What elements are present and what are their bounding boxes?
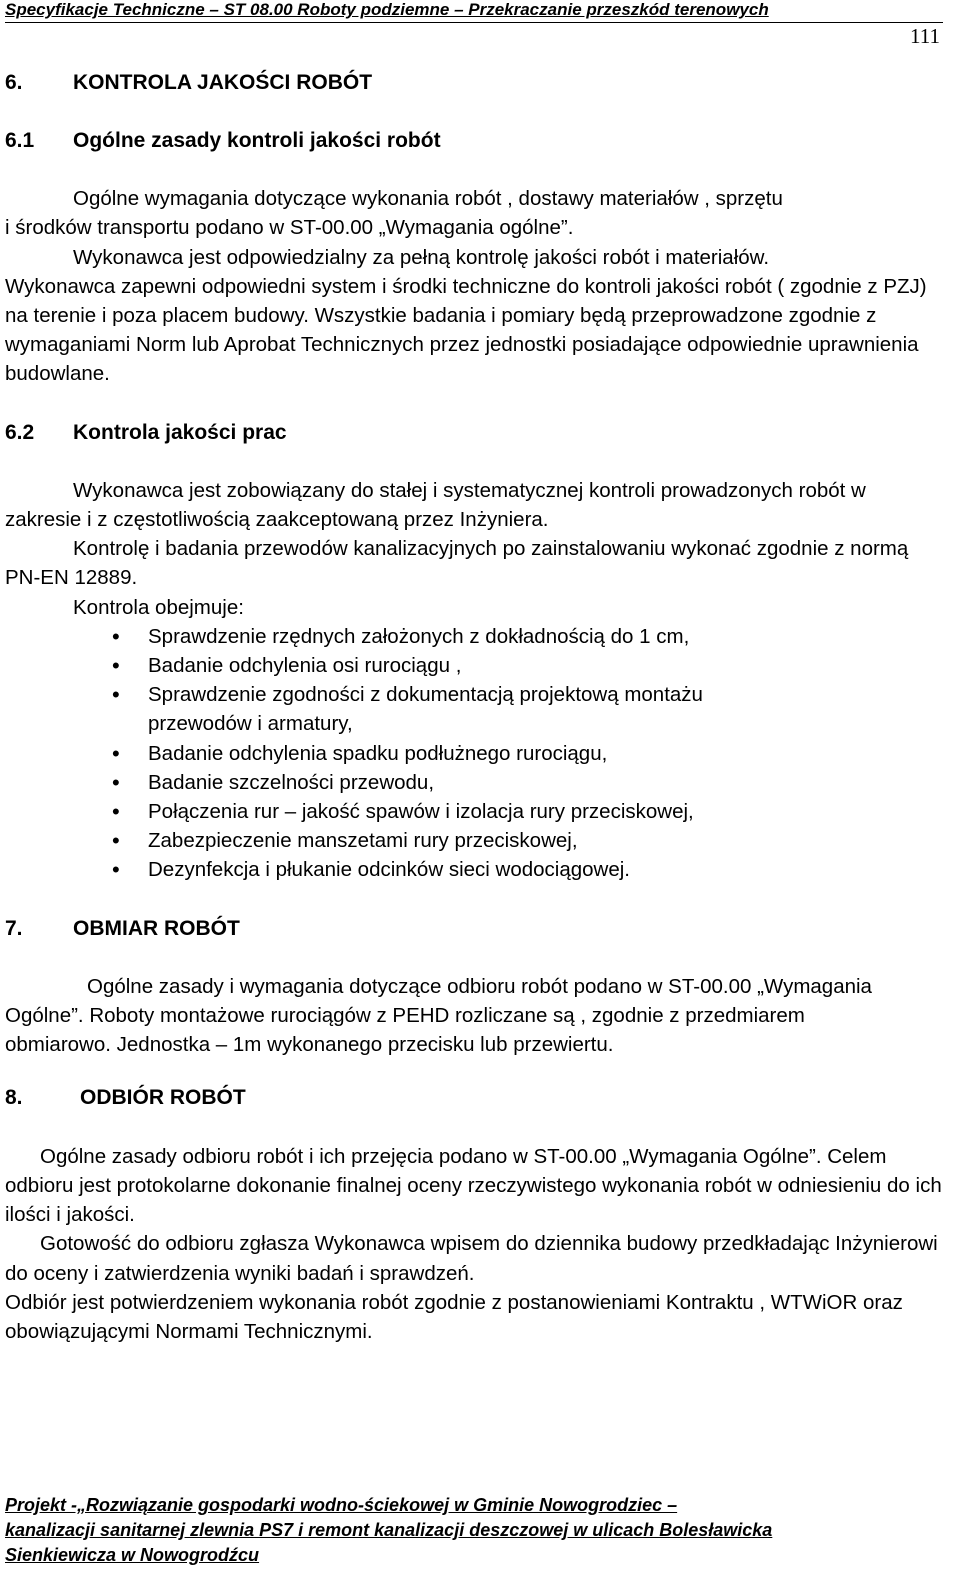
subsection-6-2-heading (5, 418, 943, 447)
paragraph: Kontrolę i badania przewodów kanalizacyjnych po zainstalowaniu wykonać zgodnie z normą PN-EN 12889. (5, 537, 909, 590)
running-header (5, 0, 945, 20)
footer-line: Sienkiewicza w Nowogrodźcu (5, 1545, 260, 1565)
paragraph: Wykonawca jest odpowiedzialny za pełną kontrolę jakości robót i materiałów. (73, 245, 770, 269)
footer-line: Projekt -„Rozwiązanie gospodarki wodno-ściekowej w Gminie Nowogrodziec – (5, 1495, 678, 1515)
list-item: • Sprawdzenie rzędnych założonych z dokładnością do 1 cm, (5, 622, 943, 651)
section-title: OBMIAR ROBÓT (73, 916, 240, 940)
paragraph: Wykonawca jest zobowiązany do stałej i systematycznej kontroli prowadzonych robót w zakresie i z częstotliwością zaakceptowaną przez Inżyniera. (5, 478, 866, 532)
section-title: KONTROLA JAKOŚCI ROBÓT (73, 71, 373, 94)
section-title: ODBIÓR ROBÓT (80, 1086, 246, 1110)
list-item: • Badanie odchylenia osi rurociągu , (5, 651, 943, 680)
paragraph-line: i środków transportu podano w ST-00.00 „Wymagania ogólne”. (5, 216, 574, 240)
section-number: 6. (5, 71, 23, 94)
section-6-heading (5, 68, 943, 97)
list-item: • Sprawdzenie zgodności z dokumentacją projektową montażu przewodów i armatury, (5, 680, 943, 738)
list-item: • Zabezpieczenie manszetami rury przeciskowej, (5, 826, 943, 855)
paragraph: Gotowość do odbioru zgłasza Wykonawca wpisem do dziennika budowy przedkładając Inżynierowi do oceny i zatwierdzenia wyniki badań i sprawdzeń. (5, 1232, 938, 1285)
list-item: • Badanie odchylenia spadku podłużnego rurociągu, (5, 739, 943, 768)
paragraph: Wykonawca zapewni odpowiedni system i środki techniczne do kontroli jakości robót ( zgodnie z PZJ) na terenie i poza placem budowy. Wszystkie badania i pomiary będą przeprowadzone zgodnie z wymaganiami Norm lub Aprobat Technicznych przez jednostki posiadające odpowiednie uprawnienia budowlane. (5, 274, 927, 386)
subsection-number: 6.2 (5, 420, 35, 444)
list-item: • Dezynfekcja i płukanie odcinków sieci wodociągowej. (5, 855, 943, 884)
checklist (5, 622, 943, 885)
header-title: Specyfikacje Techniczne – ST 08.00 Roboty podziemne – Przekraczanie przeszkód terenowych (5, 0, 769, 19)
header-rule (5, 22, 943, 23)
paragraph: Ogólne zasady i wymagania dotyczące odbioru robót podano w ST-00.00 „Wymagania Ogólne”. Roboty montażowe rurociągów z PEHD rozliczane są , zgodnie z przedmiarem obmiarowo. Jednostka – 1m wykonanego przecisku lub przewiertu. (5, 974, 872, 1057)
document-body (5, 68, 943, 1346)
subsection-number: 6.1 (5, 129, 35, 152)
list-item: • Połączenia rur – jakość spawów i izolacja rury przeciskowej, (5, 797, 943, 826)
section-7-heading (5, 914, 943, 943)
subsection-title: Kontrola jakości prac (73, 420, 287, 444)
paragraph: Kontrola obejmuje: (73, 595, 244, 619)
page-number: 111 (910, 24, 940, 48)
footer-line: kanalizacji sanitarnej zlewnia PS7 i remont kanalizacji deszczowej w ulicach Bolesławicka (5, 1520, 773, 1540)
paragraph-line: Ogólne wymagania dotyczące wykonania robót , dostawy materiałów , sprzętu (73, 187, 783, 211)
paragraph: Odbiór jest potwierdzeniem wykonania robót zgodnie z postanowieniami Kontraktu , WTWiOR oraz obowiązującymi Normami Technicznymi. (5, 1290, 903, 1343)
section-8-heading (5, 1083, 943, 1112)
paragraph: Ogólne zasady odbioru robót i ich przejęcia podano w ST-00.00 „Wymagania Ogólne”. Celem odbioru jest protokolarne dokonanie finalnej oceny rzeczywistego wykonania robót w odniesieniu do ich ilości i jakości. (5, 1144, 942, 1227)
list-item: • Badanie szczelności przewodu, (5, 768, 943, 797)
paragraph (5, 184, 943, 242)
running-footer (5, 1493, 945, 1568)
subsection-6-1-heading (5, 126, 943, 155)
section-number: 8. (5, 1086, 23, 1110)
subsection-title: Ogólne zasady kontroli jakości robót (73, 129, 441, 152)
section-number: 7. (5, 916, 23, 940)
